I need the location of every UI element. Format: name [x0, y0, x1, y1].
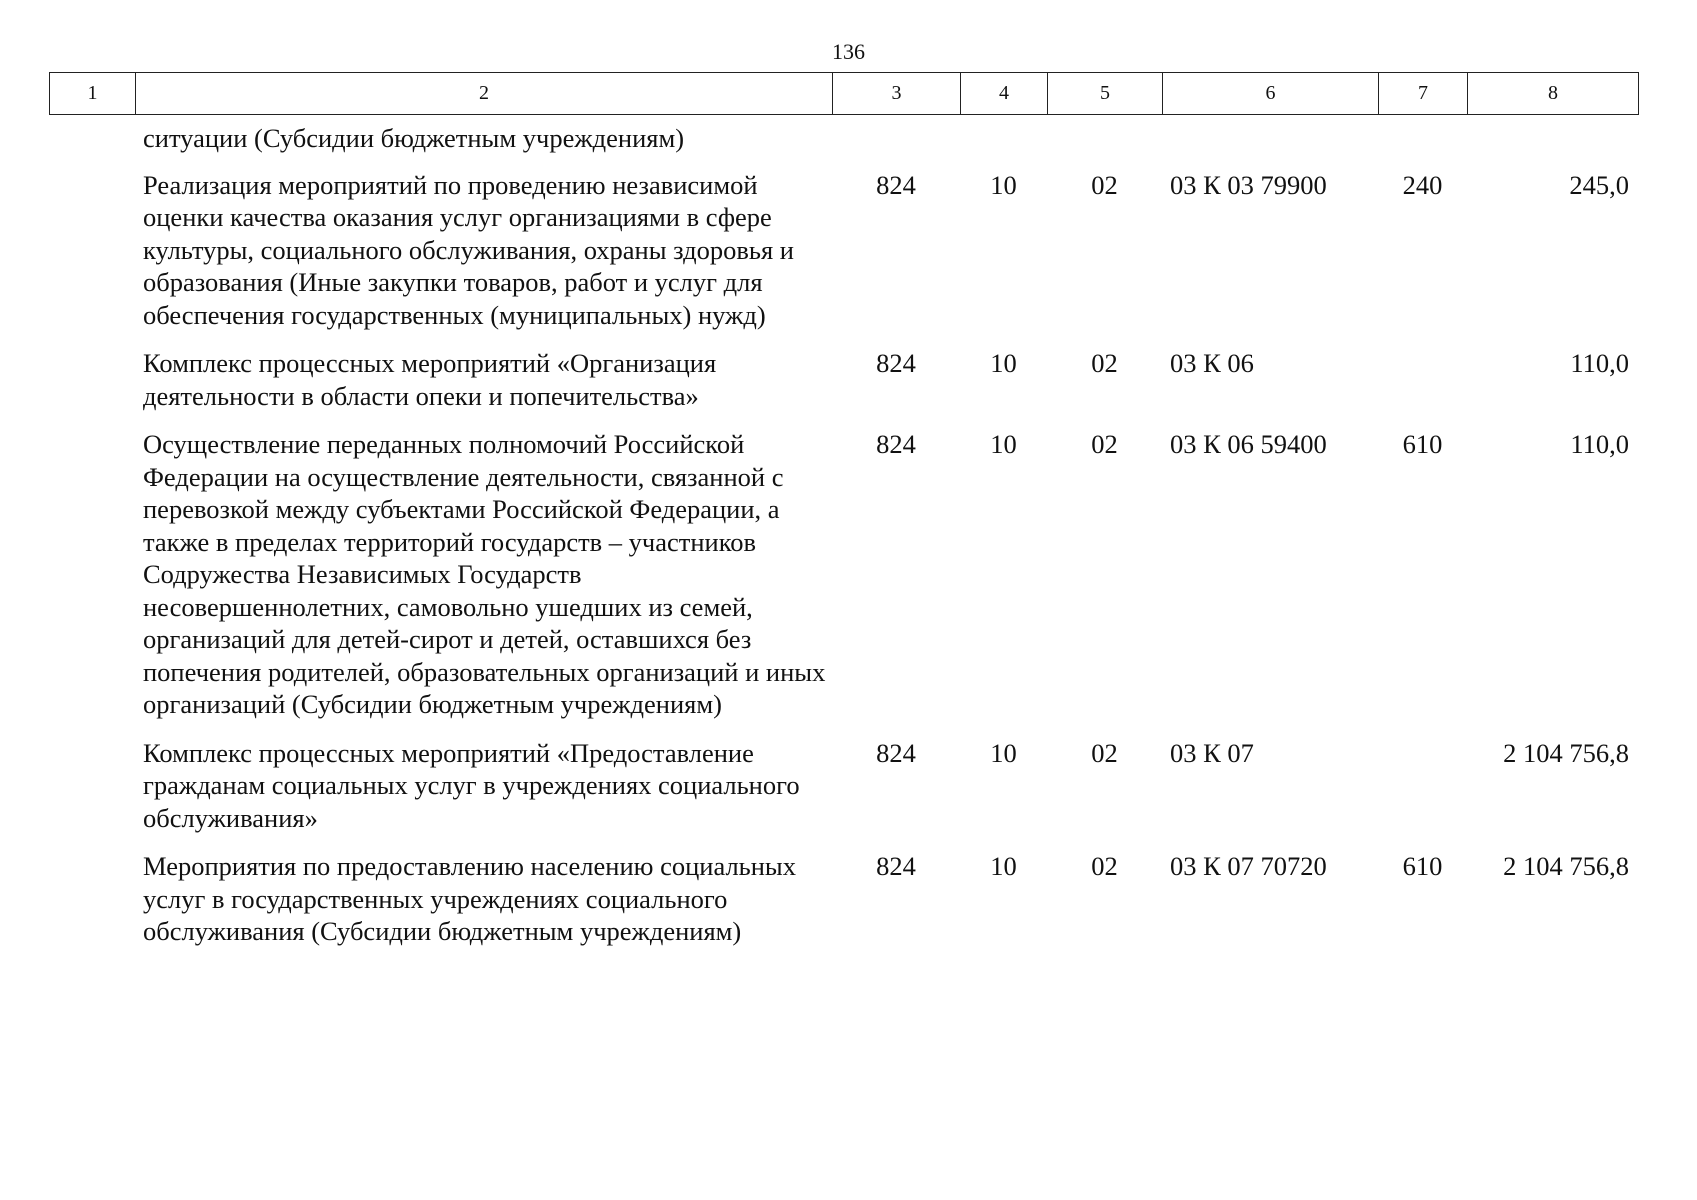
row-code-7: 240 [1402, 169, 1443, 200]
table-row [49, 737, 1638, 851]
table-row [49, 169, 1638, 348]
row-code-3: 824 [876, 737, 916, 768]
row-code-5: 02 [1091, 851, 1118, 881]
table-row [49, 347, 1638, 428]
budget-table-body [49, 122, 1638, 964]
row-code-4: 10 [990, 851, 1017, 881]
row-code-4: 10 [990, 737, 1017, 768]
row-code-5: 02 [1091, 737, 1118, 768]
row-code-5: 02 [1091, 169, 1118, 200]
continuation-text: ситуации (Субсидии бюджетным учреждениям) [143, 123, 685, 153]
row-amount: 245,0 [1569, 169, 1629, 200]
row-code-7: 610 [1402, 851, 1443, 881]
row-amount: 2 104 756,8 [1503, 737, 1629, 768]
row-name: Комплекс процессных мероприятий «Предоставление гражданам социальных услуг в учреждениях социального обслуживания» [143, 737, 800, 833]
row-amount: 110,0 [1570, 348, 1629, 378]
table-row [49, 428, 1638, 737]
table-row [49, 850, 1638, 964]
row-code-6: 03 К 06 59400 [1170, 429, 1327, 459]
row-name: Реализация мероприятий по проведению независимой оценки качества оказания услуг организациями в сфере культуры, социального обслуживания, охраны здоровья и образования (Иные закупки товаров, работ и услуг для обеспечения государственных (муниципальных) нужд) [143, 169, 794, 330]
row-code-6: 03 К 07 [1170, 737, 1254, 768]
column-header-3: 3 [833, 73, 961, 115]
column-header-2: 2 [136, 73, 833, 115]
row-name: Осуществление переданных полномочий Российской Федерации на осуществление деятельности, связанной с перевозкой между субъектами Российской Федерации, а также в пределах территорий государств – участников Содружества Независимых Государств несовершеннолетних, самовольно ушедших из семей, организаций для детей-сирот и детей, оставшихся без попечения родителей, образовательных организаций и иных организаций (Субсидии бюджетным учреждениям) [143, 429, 826, 719]
row-code-7: 610 [1402, 429, 1443, 459]
page-number: 136 [832, 39, 865, 64]
column-header-1: 1 [50, 73, 136, 115]
row-code-3: 824 [876, 429, 916, 459]
continuation-row [49, 122, 1638, 169]
row-amount: 110,0 [1570, 429, 1629, 459]
column-header-7: 7 [1379, 73, 1468, 115]
row-code-6: 03 К 06 [1170, 348, 1254, 378]
row-code-5: 02 [1091, 429, 1118, 459]
column-header-6: 6 [1163, 73, 1379, 115]
row-code-4: 10 [990, 348, 1017, 378]
row-code-6: 03 К 03 79900 [1170, 169, 1327, 200]
row-code-3: 824 [876, 851, 916, 881]
row-code-5: 02 [1091, 348, 1118, 378]
row-name: Мероприятия по предоставлению населению социальных услуг в государственных учреждениях социального обслуживания (Субсидии бюджетным учреждениям) [143, 851, 796, 946]
column-header-table [49, 72, 1639, 115]
row-code-4: 10 [990, 429, 1017, 459]
row-code-6: 03 К 07 70720 [1170, 851, 1327, 881]
column-header-8: 8 [1468, 73, 1639, 115]
column-header-5: 5 [1048, 73, 1163, 115]
row-code-3: 824 [876, 348, 916, 378]
row-name: Комплекс процессных мероприятий «Организация деятельности в области опеки и попечительства» [143, 348, 717, 411]
column-header-row [50, 73, 1639, 115]
row-code-7 [1378, 347, 1467, 428]
row-amount: 2 104 756,8 [1503, 851, 1629, 881]
row-code-7 [1378, 737, 1467, 851]
column-header-4: 4 [961, 73, 1048, 115]
row-code-4: 10 [990, 169, 1017, 200]
row-code-3: 824 [876, 169, 916, 200]
